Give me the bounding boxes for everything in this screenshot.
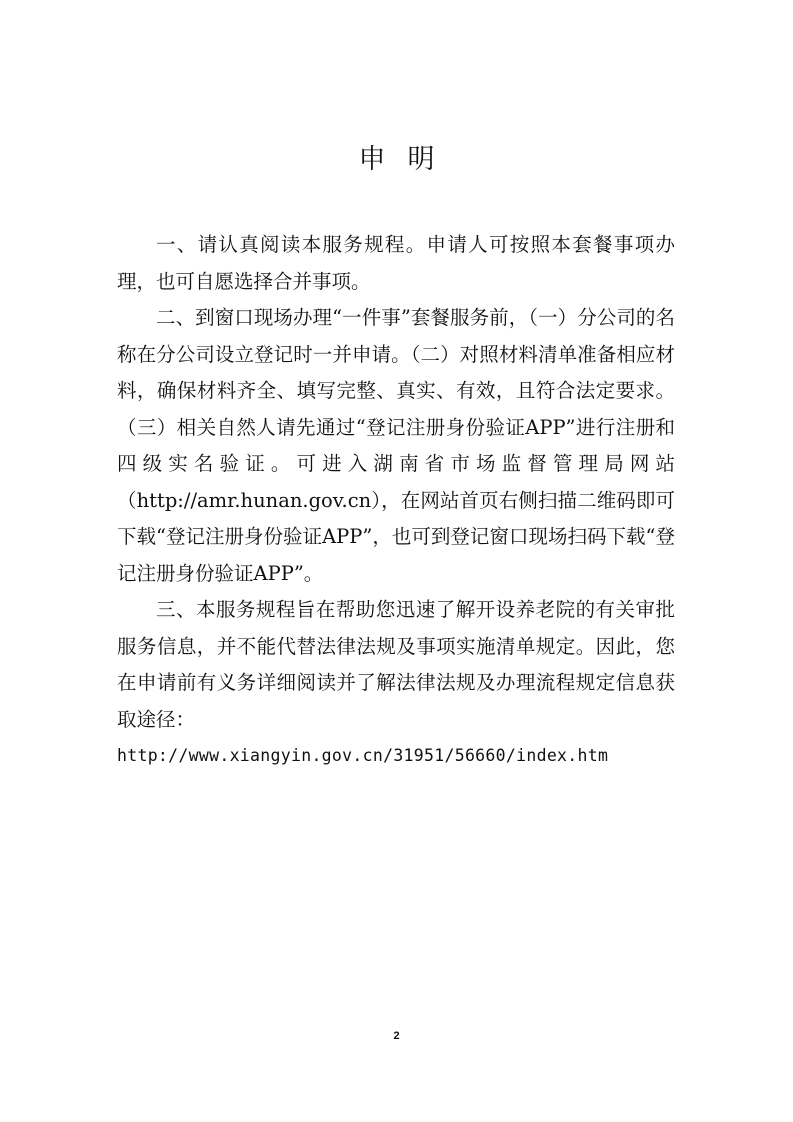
page-number: 2 xyxy=(393,1030,400,1042)
paragraph-3: 三、本服务规程旨在帮助您迅速了解开设养老院的有关审批服务信息，并不能代替法律法规及事项实施清单规定。因此，您在申请前有义务详细阅读并了解法律法规及办理流程规定信息获取途径： xyxy=(117,598,675,731)
info-url: http://www.xiangyin.gov.cn/31951/56660/index.htm xyxy=(117,746,609,765)
paragraph-1: 一、请认真阅读本服务规程。申请人可按照本套餐事项办理，也可自愿选择合并事项。 xyxy=(117,233,675,293)
statement-body xyxy=(117,227,675,775)
page-title: 申明 xyxy=(358,144,457,175)
paragraph-2: 二、到窗口现场办理“一件事”套餐服务前，（一）分公司的名称在分公司设立登记时一并申请。（二）对照材料清单准备相应材料，确保材料齐全、填写完整、真实、有效，且符合法定要求。（三）相关自然人请先通过“登记注册身份验证APP”进行注册和四级实名验证。可进入湖南省市场监督管理局网站（http://amr.hunan.gov.cn），在网站首页右侧扫描二维码即可下载“登记注册身份验证APP”，也可到登记窗口现场扫码下载“登记注册身份验证APP”。 xyxy=(117,306,675,585)
